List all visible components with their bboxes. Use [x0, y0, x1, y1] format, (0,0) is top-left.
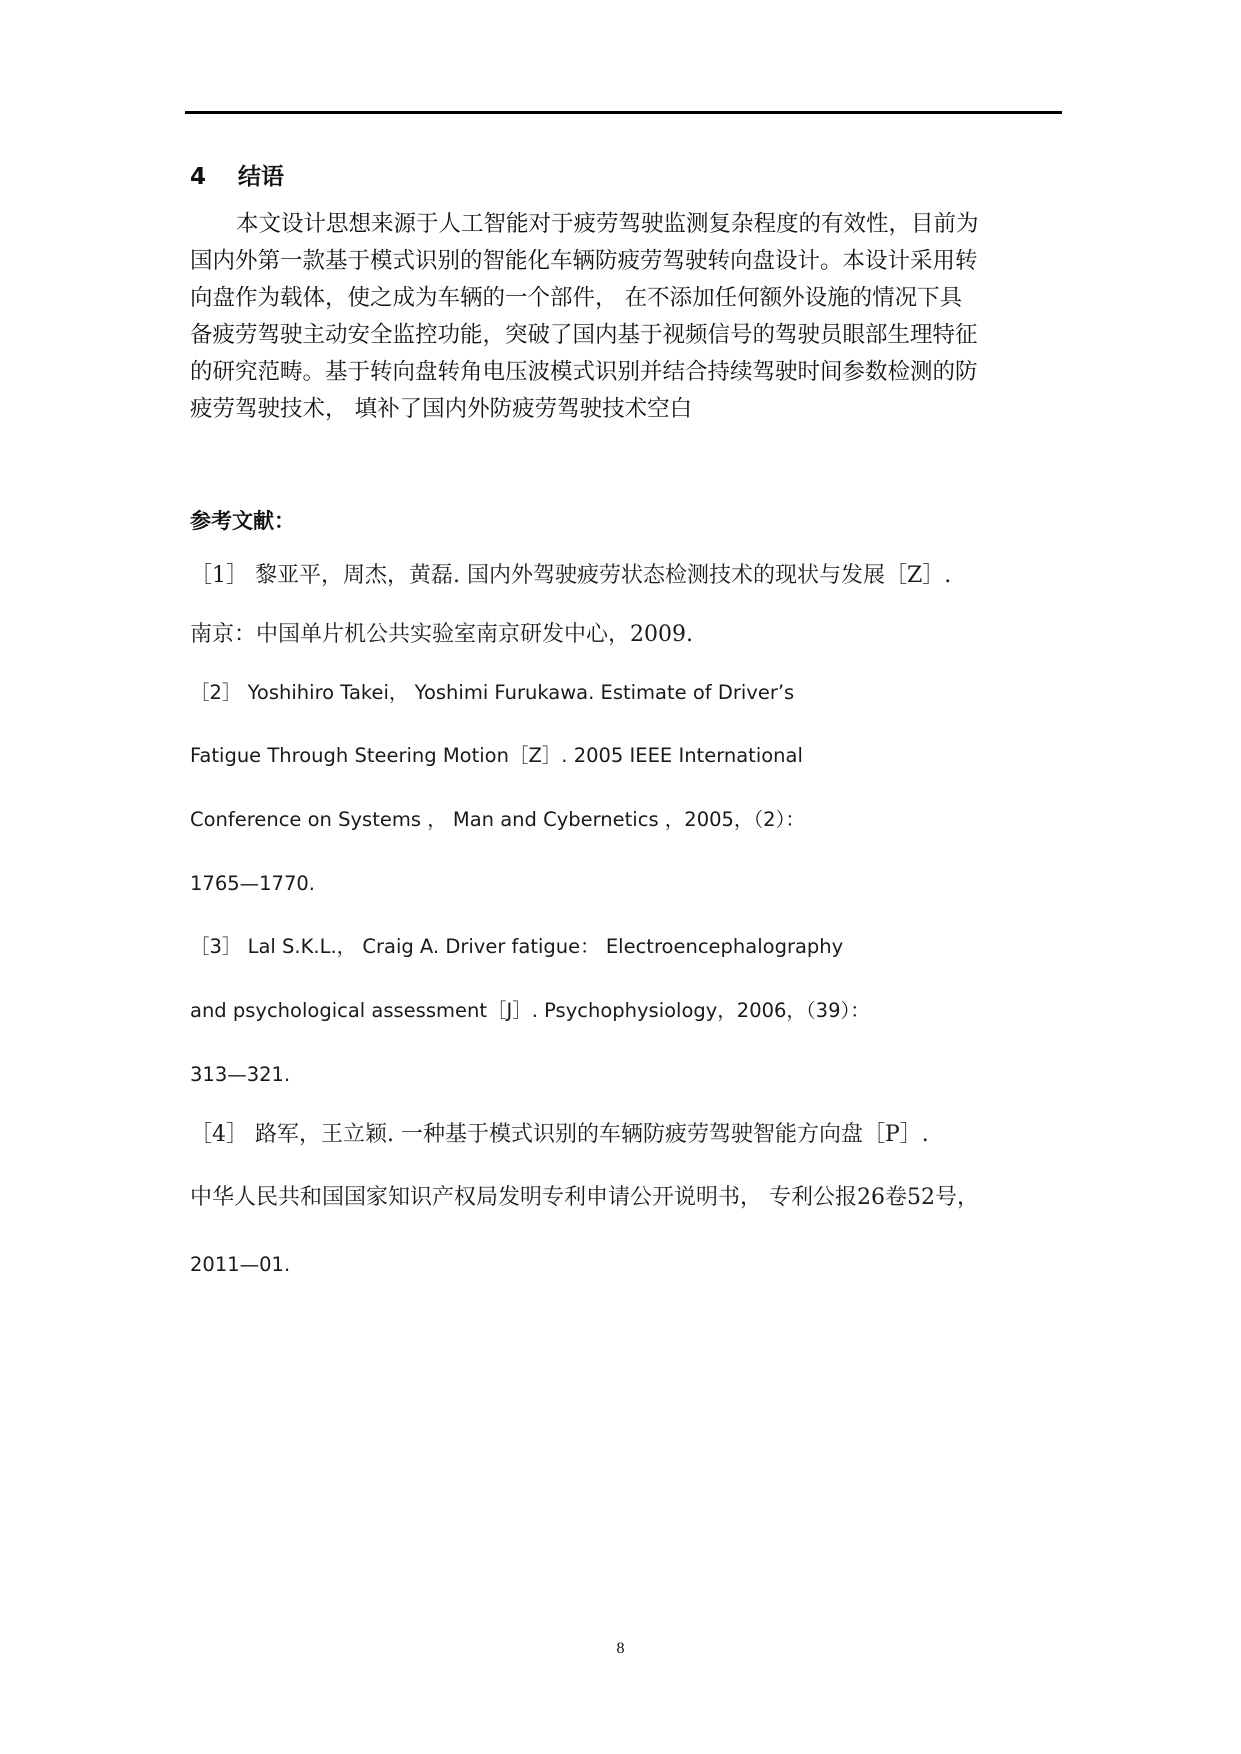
reference-line: Conference on Systems ， Man and Cybernetics ，2005，（2）：: [190, 808, 805, 831]
reference-line: and psychological assessment［J］. Psychophysiology，2006，（39）：: [190, 999, 870, 1022]
reference-line: 中华人民共和国国家知识产权局发明专利申请公开说明书， 专利公报26卷52号，: [190, 1185, 979, 1210]
reference-line: ［1］ 黎亚平，周杰，黄磊. 国内外驾驶疲劳状态检测技术的现状与发展［Z］.: [190, 563, 952, 588]
paragraph-line: 向盘作为载体，使之成为车辆的一个部件， 在不添加任何额外设施的情况下具: [190, 285, 963, 311]
paragraph-line: 疲劳驾驶技术， 填补了国内外防疲劳驾驶技术空白: [190, 396, 693, 422]
paragraph-line: 国内外第一款基于模式识别的智能化车辆防疲劳驾驶转向盘设计。本设计采用转: [190, 248, 978, 274]
conclusion-paragraph: [190, 206, 1060, 428]
reference-line: 2011—01.: [190, 1253, 291, 1276]
section-heading: [190, 160, 284, 194]
reference-line: Fatigue Through Steering Motion［Z］. 2005 IEEE International: [190, 744, 803, 767]
references-heading: 参考文献：: [190, 509, 295, 533]
section-title: 结语: [238, 164, 284, 190]
paragraph-line: 本文设计思想来源于人工智能对于疲劳驾驶监测复杂程度的有效性，目前为: [236, 211, 979, 237]
reference-line: ［2］ Yoshihiro Takei， Yoshimi Furukawa. Estimate of Driver’s: [190, 681, 795, 704]
reference-line: ［3］ Lal S.K.L.， Craig A. Driver fatigue： Electroencephalography: [190, 935, 844, 958]
header-rule: [185, 111, 1062, 114]
paragraph-line: 备疲劳驾驶主动安全监控功能，突破了国内基于视频信号的驾驶员眼部生理特征: [190, 322, 978, 348]
section-number: 4: [190, 164, 207, 190]
reference-line: 南京：中国单片机公共实验室南京研发中心，2009.: [190, 622, 693, 647]
paragraph-line: 的研究范畴。基于转向盘转角电压波模式识别并结合持续驾驶时间参数检测的防: [190, 359, 978, 385]
reference-line: 1765—1770.: [190, 872, 315, 895]
reference-line: ［4］ 路军，王立颖. 一种基于模式识别的车辆防疲劳驾驶智能方向盘［P］.: [190, 1122, 929, 1147]
reference-line: 313—321.: [190, 1063, 291, 1086]
page-number: 8: [616, 1640, 625, 1657]
